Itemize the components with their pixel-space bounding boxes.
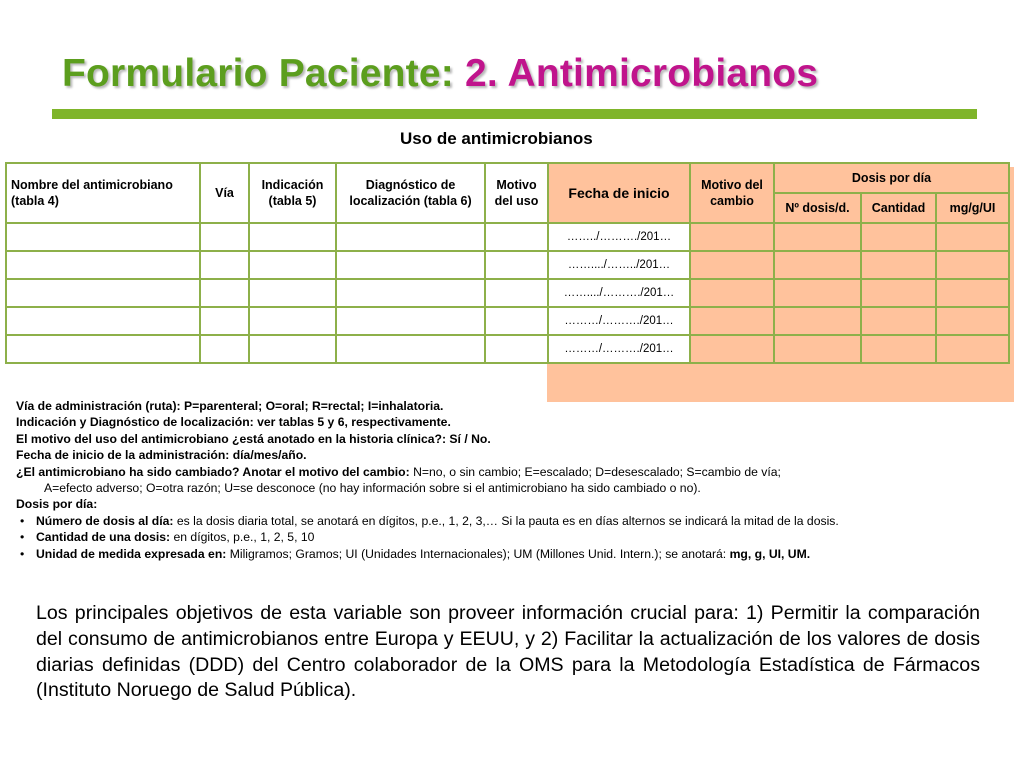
legend-cambio-codes: N=no, o sin cambio; E=escalado; D=desescalado; S=cambio de vía; [413,464,781,479]
legend-cambio [16,464,839,480]
bullet-cantidad-text: en dígitos, p.e., 1, 2, 5, 10 [173,530,315,545]
cell-n-dosis[interactable] [774,279,861,307]
legend-cambio-cont [16,480,839,496]
cell-fecha[interactable]: ………/………./201… [548,307,690,335]
cell-motivo-uso[interactable] [485,223,548,251]
objectives-paragraph: Los principales objetivos de esta variable son proveer información crucial para: 1) Permitir la comparación del consumo de antimicrobianos entre Europa y EEUU, y 2) Facilitar la actualización de los valores de dosis diarias definidas (DDD) del Centro colaborador de la OMS para la Metodología Estadística de Fármacos (Instituto Noruego de Salud Pública). [36,602,980,702]
table-row [6,279,1009,307]
cell-n-dosis[interactable] [774,335,861,363]
legend-block [16,398,839,562]
cell-unidad[interactable] [936,307,1009,335]
slide-title [62,52,818,96]
legend-cambio-label: ¿El antimicrobiano ha sido cambiado? Anotar el motivo del cambio: [16,464,414,479]
cell-n-dosis[interactable] [774,251,861,279]
bullet-cantidad-label: Cantidad de una dosis: [36,530,174,545]
legend-indicacion [16,414,839,430]
bullet-numero-text: es la dosis diaria total, se anotará en dígitos, p.e., 1, 2, 3,… Si la pauta es en días alternos se indicará la mitad de la dosis. [176,513,839,528]
cell-unidad[interactable] [936,251,1009,279]
header-motivo-uso: Motivo del uso [485,163,548,223]
cell-fecha[interactable]: ………/………./201… [548,335,690,363]
cell-via[interactable] [200,251,249,279]
cell-motivo-cambio[interactable] [690,223,774,251]
table-subtitle: Uso de antimicrobianos [400,129,593,148]
title-colon: : [440,52,454,95]
legend-bullet-unidad [16,546,839,562]
cell-n-dosis[interactable] [774,223,861,251]
cell-diagnostico[interactable] [336,223,485,251]
bullet-unidad-label: Unidad de medida expresada en: [36,546,230,561]
cell-nombre[interactable] [6,307,200,335]
header-n-dosis: Nº dosis/d. [774,193,861,223]
table-row [6,223,1009,251]
header-unidad: mg/g/UI [936,193,1009,223]
cell-motivo-cambio[interactable] [690,335,774,363]
cell-via[interactable] [200,223,249,251]
bullet-dot: • [20,530,25,545]
header-cantidad: Cantidad [861,193,936,223]
legend-bullet-cantidad [16,529,839,545]
header-fecha: Fecha de inicio [548,163,690,223]
title-underline [52,109,977,119]
title-part2: 2. Antimicrobianos [453,52,819,95]
cell-unidad[interactable] [936,279,1009,307]
cell-cantidad[interactable] [861,307,936,335]
cell-motivo-cambio[interactable] [690,251,774,279]
legend-dosis-heading-text: Dosis por día: [16,497,98,512]
cell-diagnostico[interactable] [336,279,485,307]
legend-fecha-text: Fecha de inicio de la administración: día/mes/año. [16,448,307,463]
bullet-dot: • [20,546,25,561]
cell-indicacion[interactable] [249,279,336,307]
cell-motivo-uso[interactable] [485,251,548,279]
cell-diagnostico[interactable] [336,251,485,279]
cell-unidad[interactable] [936,223,1009,251]
bullet-unidad-values: mg, g, UI, UM. [729,546,811,561]
header-row-1 [6,163,1009,193]
cell-unidad[interactable] [936,335,1009,363]
header-via: Vía [200,163,249,223]
cell-motivo-uso[interactable] [485,279,548,307]
cell-diagnostico[interactable] [336,335,485,363]
cell-motivo-cambio[interactable] [690,307,774,335]
cell-n-dosis[interactable] [774,307,861,335]
legend-fecha [16,447,839,463]
legend-motivo-text: El motivo del uso del antimicrobiano ¿está anotado en la historia clínica?: Sí / No. [16,431,491,446]
cell-nombre[interactable] [6,223,200,251]
cell-cantidad[interactable] [861,279,936,307]
cell-via[interactable] [200,307,249,335]
legend-via-text: Vía de administración (ruta): P=parenteral; O=oral; R=rectal; I=inhalatoria. [16,399,444,413]
legend-via [16,398,839,414]
header-diagnostico: Diagnóstico de localización (tabla 6) [336,163,485,223]
cell-indicacion[interactable] [249,251,336,279]
cell-nombre[interactable] [6,279,200,307]
legend-bullet-numero [16,513,839,529]
cell-fecha[interactable]: ……../………./201… [548,223,690,251]
cell-cantidad[interactable] [861,251,936,279]
bullet-numero-label: Número de dosis al día: [36,513,177,528]
cell-diagnostico[interactable] [336,307,485,335]
cell-via[interactable] [200,335,249,363]
cell-nombre[interactable] [6,251,200,279]
cell-indicacion[interactable] [249,307,336,335]
bullet-dot: • [20,513,25,528]
legend-indicacion-text: Indicación y Diagnóstico de localización: ver tablas 5 y 6, respectivamente. [16,415,451,430]
cell-motivo-cambio[interactable] [690,279,774,307]
header-nombre: Nombre del antimicrobiano (tabla 4) [6,163,200,223]
cell-nombre[interactable] [6,335,200,363]
bullet-unidad-text: Miligramos; Gramos; UI (Unidades Internacionales); UM (Millones Unid. Intern.); se anotará: [229,546,730,561]
table-row [6,307,1009,335]
antimicrobial-table [5,162,1010,364]
legend-motivo [16,431,839,447]
title-part1: Formulario Paciente [62,52,441,95]
cell-fecha[interactable]: ……..../……../201… [548,251,690,279]
table-row [6,335,1009,363]
cell-cantidad[interactable] [861,223,936,251]
cell-indicacion[interactable] [249,223,336,251]
cell-via[interactable] [200,279,249,307]
cell-motivo-uso[interactable] [485,307,548,335]
cell-motivo-uso[interactable] [485,335,548,363]
cell-cantidad[interactable] [861,335,936,363]
header-motivo-cambio: Motivo del cambio [690,163,774,223]
cell-fecha[interactable]: ……..../………./201… [548,279,690,307]
cell-indicacion[interactable] [249,335,336,363]
legend-cambio-codes-2: A=efecto adverso; O=otra razón; U=se desconoce (no hay información sobre si el antimicrobiano ha sido cambiado o no). [44,481,701,496]
table-row [6,251,1009,279]
header-dosis-group: Dosis por día [774,163,1009,193]
header-indicacion: Indicación (tabla 5) [249,163,336,223]
legend-dosis-heading [16,496,839,512]
